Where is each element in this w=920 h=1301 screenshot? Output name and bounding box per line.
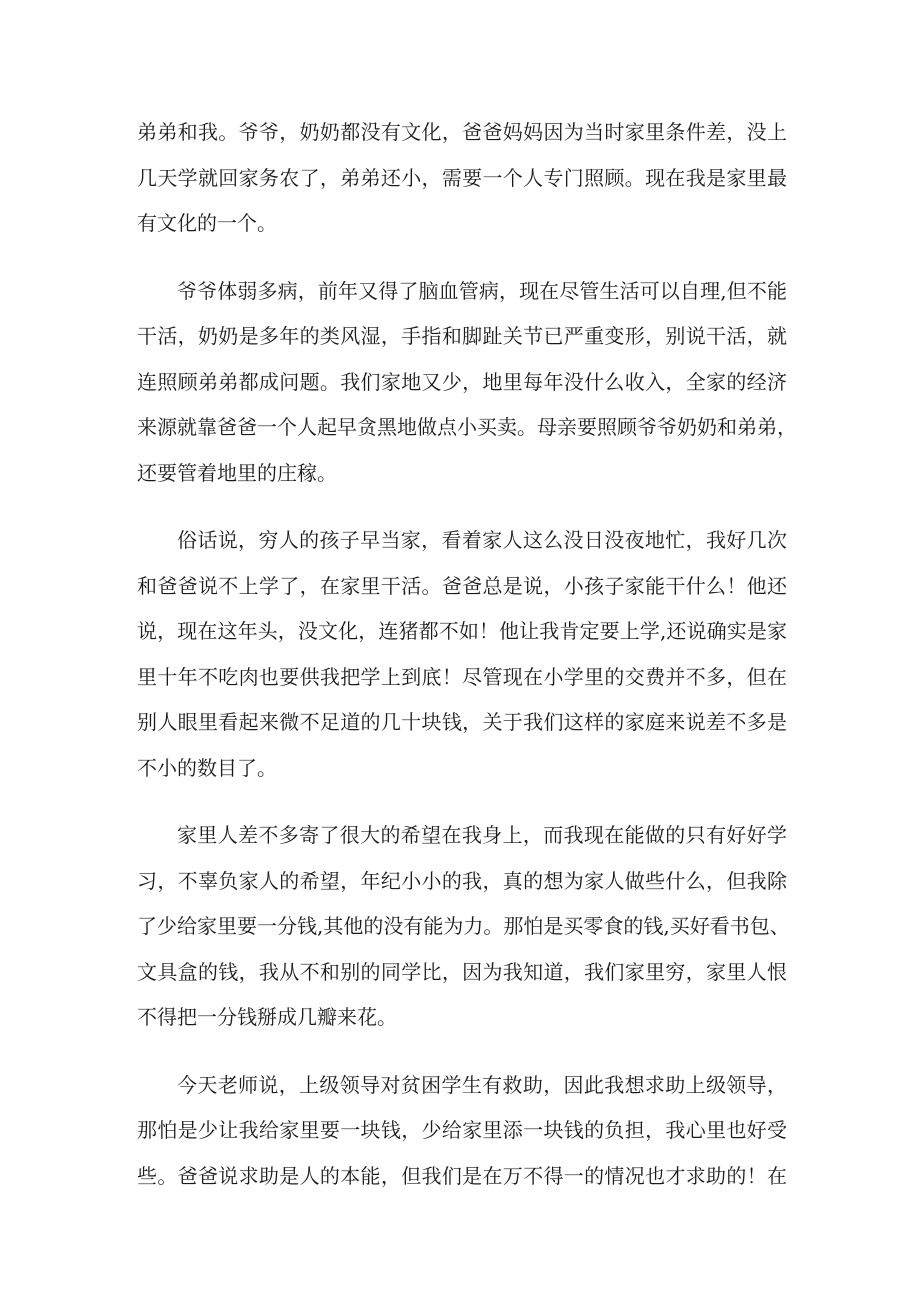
text-line: 来源就靠爸爸一个人起早贪黑地做点小买卖。母亲要照顾爷爷奶奶和弟弟， (137, 415, 797, 439)
paragraph-gap (137, 1041, 787, 1063)
text-line: 连照顾弟弟都成问题。我们家地又少，地里每年没什么收入，全家的经济 (137, 369, 787, 394)
text-line: 里十年不吃肉也要供我把学上到底！尽管现在小学里的交费并不多，但在 (137, 664, 787, 689)
text-line: 些。爸爸说求助是人的本能，但我们是在万不得一的情况也才求助的！在 (137, 1163, 787, 1188)
text-line: 文具盒的钱，我从不和别的同学比，因为我知道，我们家里穷，家里人恨 (137, 959, 787, 984)
paragraph-gap (137, 791, 787, 813)
text-line: 干活，奶奶是多年的类风湿，手指和脚趾关节已严重变形，别说干活，就 (137, 324, 787, 348)
text-line: 和爸爸说不上学了，在家里干活。爸爸总是说，小孩子家能干什么！他还 (137, 573, 787, 598)
text-line: 不小的数目了。 (137, 755, 277, 780)
text-line: 爷爷体弱多病，前年又得了脑血管病，现在尽管生活可以自理,但不能 (177, 278, 787, 303)
text-line: 几天学就回家务农了，弟弟还小，需要一个人专门照顾。现在我是家里最 (137, 165, 787, 190)
text-line: 俗话说，穷人的孩子早当家，看着家人这么没日没夜地忙，我好几次 (177, 528, 787, 552)
text-line: 了少给家里要一分钱,其他的没有能为力。那怕是买零食的钱,买好看书包、 (137, 914, 790, 938)
text-line: 还要管着地里的庄稼。 (137, 460, 337, 485)
text-line: 弟弟和我。爷爷，奶奶都没有文化，爸爸妈妈因为当时家里条件差，没上 (137, 120, 787, 144)
text-line: 别人眼里看起来微不足道的几十块钱，关于我们这样的家庭来说差不多是 (137, 710, 787, 734)
paragraph-gap (137, 496, 787, 518)
letter-body (137, 110, 797, 1199)
text-line: 家里人差不多寄了很大的希望在我身上，而我现在能做的只有好好学 (177, 823, 787, 847)
text-line: 有文化的一个。 (137, 211, 277, 235)
text-line: 说，现在这年头，没文化，连猪都不如！他让我肯定要上学,还说确实是家 (137, 619, 787, 643)
text-line: 习，不辜负家人的希望，年纪小小的我，真的想为家人做些什么，但我除 (137, 868, 787, 893)
text-line: 不得把一分钱掰成几瓣来花。 (137, 1005, 397, 1029)
text-line: 那怕是少让我给家里要一块钱，少给家里添一块钱的负担，我心里也好受 (137, 1118, 787, 1142)
text-line: 今天老师说，上级领导对贫困学生有救助，因此我想求助上级领导， (177, 1072, 787, 1097)
paragraph-gap (137, 247, 787, 269)
